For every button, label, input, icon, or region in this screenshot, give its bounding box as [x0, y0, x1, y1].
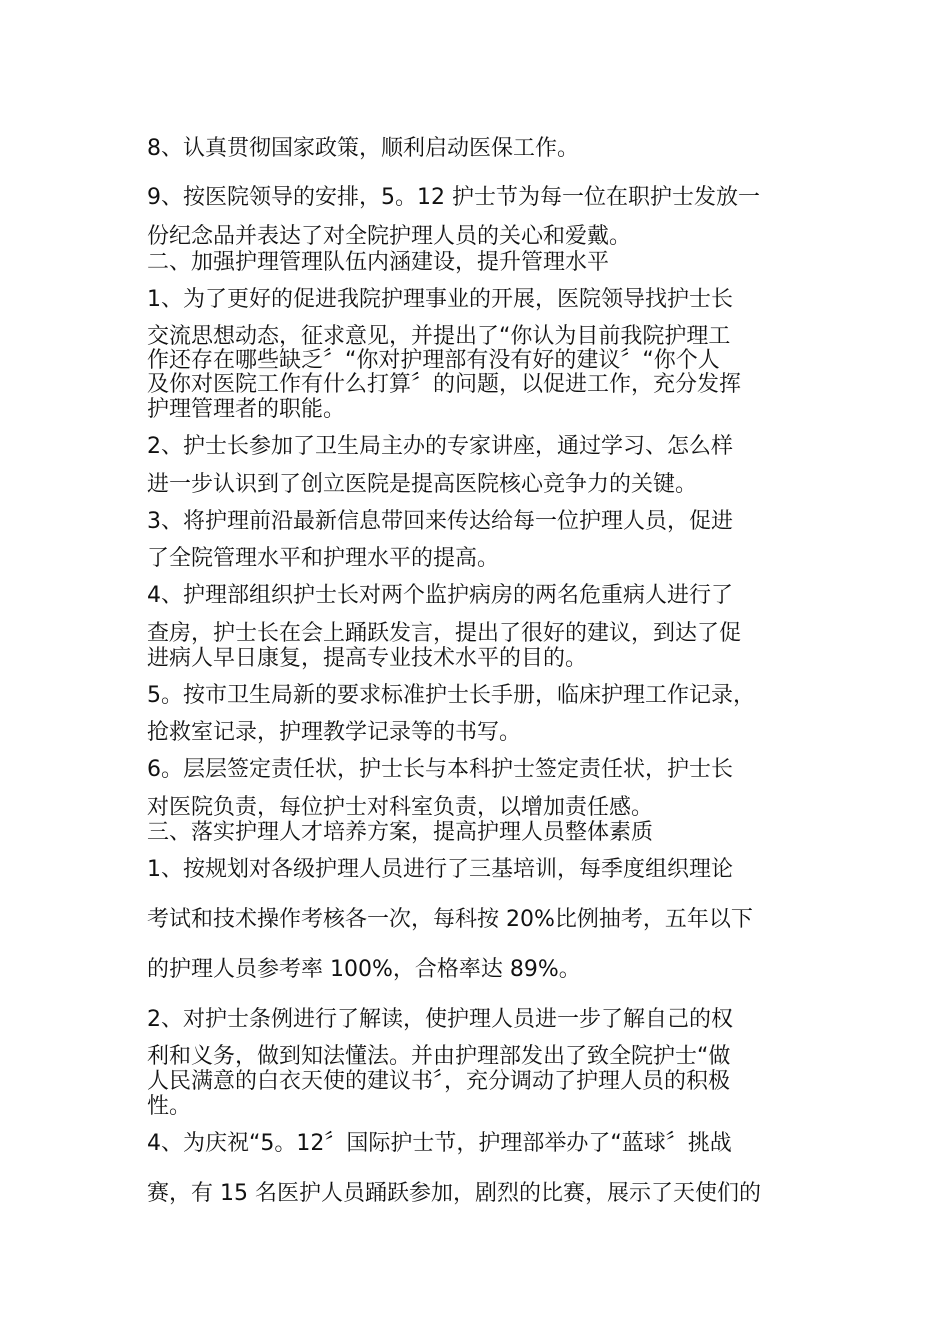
text-line: 作还存在哪些缺乏〞“你对护理部有没有好的建议〞“你个人 — [147, 348, 720, 373]
text-line: 及你对医院工作有什么打算〞的问题，以促进工作，充分发挥 — [147, 372, 742, 397]
text-line: 赛，有 15 名医护人员踊跃参加，剧烈的比赛，展示了天使们的 — [147, 1181, 761, 1206]
text-line: 护理管理者的职能。 — [147, 397, 346, 422]
text-line: 的护理人员参考率 100%，合格率达 89%。 — [147, 957, 581, 982]
text-line: 5。按市卫生局新的要求标准护士长手册，临床护理工作记录， — [147, 683, 755, 708]
text-line: 1、为了更好的促进我院护理事业的开展，医院领导找护士长 — [147, 287, 733, 312]
text-line: 6。层层签定责任状，护士长与本科护士签定责任状，护士长 — [147, 757, 733, 782]
text-line: 2、护士长参加了卫生局主办的专家讲座，通过学习、怎么样 — [147, 434, 733, 459]
section-heading: 二、加强护理管理队伍内涵建设，提升管理水平 — [147, 250, 610, 275]
text-line: 对医院负责，每位护士对科室负责，以增加责任感。 — [147, 795, 654, 820]
text-line: 4、为庆祝“5。12〞国际护士节，护理部举办了“蓝球〞挑战 — [147, 1131, 732, 1156]
text-line: 8、认真贯彻国家政策，顺利启动医保工作。 — [147, 136, 579, 161]
text-line: 抢救室记录，护理教学记录等的书写。 — [147, 720, 522, 745]
text-line: 利和义务，做到知法懂法。并由护理部发出了致全院护士“做 — [147, 1044, 731, 1069]
text-line: 交流思想动态，征求意见，并提出了“你认为目前我院护理工 — [147, 324, 731, 349]
text-line: 进一步认识到了创立医院是提高医院核心竞争力的关键。 — [147, 472, 698, 497]
text-line: 4、护理部组织护士长对两个监护病房的两名危重病人进行了 — [147, 583, 733, 608]
text-line: 2、对护士条例进行了解读，使护理人员进一步了解自己的权 — [147, 1007, 733, 1032]
text-line: 9、按医院领导的安排，5。12 护士节为每一位在职护士发放一 — [147, 185, 760, 210]
text-line: 查房，护士长在会上踊跃发言，提出了很好的建议，到达了促 — [147, 621, 742, 646]
text-line: 人民满意的白衣天使的建议书〞，充分调动了护理人员的积极 — [147, 1069, 731, 1094]
text-line: 了全院管理水平和护理水平的提高。 — [147, 546, 500, 571]
text-line: 考试和技术操作考核各一次，每科按 20%比例抽考，五年以下 — [147, 907, 753, 932]
section-heading: 三、落实护理人才培养方案，提高护理人员整体素质 — [147, 820, 654, 845]
text-line: 1、按规划对各级护理人员进行了三基培训，每季度组织理论 — [147, 857, 733, 882]
text-line: 进病人早日康复，提高专业技术水平的目的。 — [147, 646, 588, 671]
text-line: 份纪念品并表达了对全院护理人员的关心和爱戴。 — [147, 224, 632, 249]
text-line: 3、将护理前沿最新信息带回来传达给每一位护理人员，促进 — [147, 509, 733, 534]
text-line: 性。 — [147, 1094, 192, 1119]
